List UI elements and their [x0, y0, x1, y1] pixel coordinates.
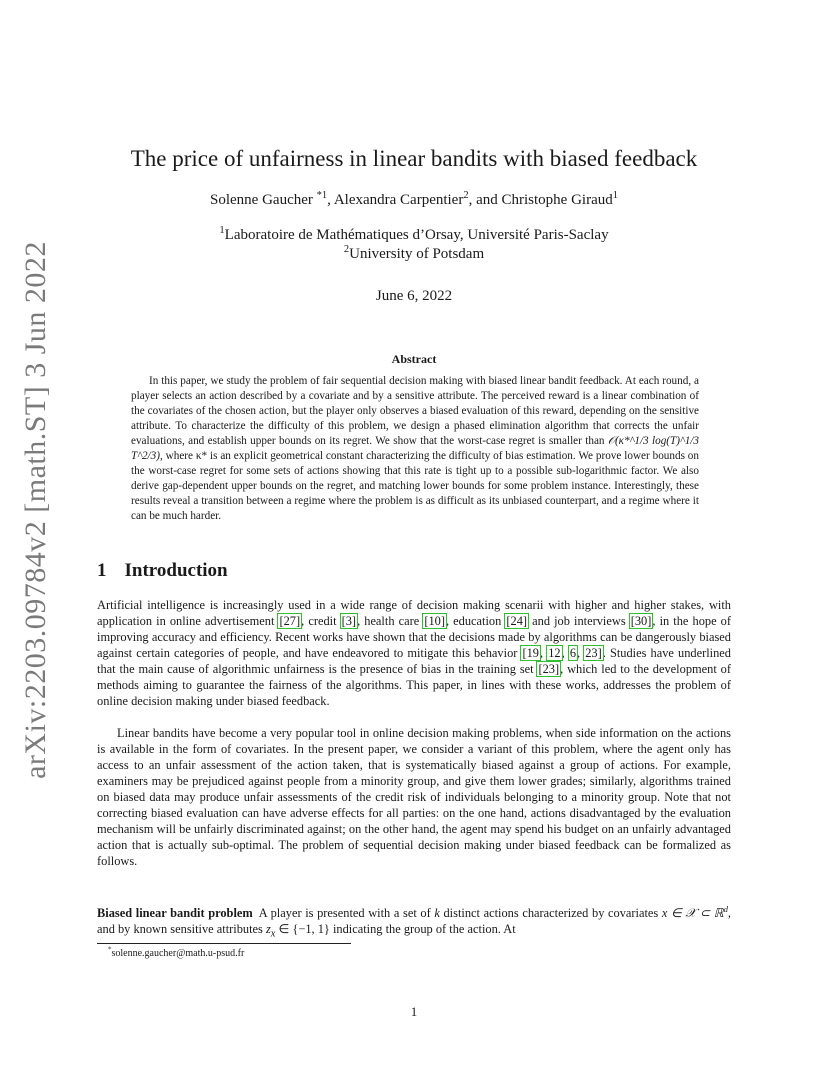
citation-link[interactable]: 6	[569, 646, 577, 660]
arxiv-identifier-stamp	[6, 241, 66, 779]
author-name: Solenne Gaucher	[210, 192, 317, 208]
citation-link[interactable]: [30]	[630, 614, 652, 628]
affiliation-line: $^2$University of Potsdam	[343, 244, 485, 262]
affiliations	[0, 226, 828, 264]
footnote-divider	[97, 943, 351, 944]
citation-link[interactable]: [23]	[538, 662, 560, 676]
citation-link[interactable]: [19	[522, 646, 540, 660]
citation-link[interactable]: 23]	[585, 646, 602, 660]
regret-bound-formula: 𝒪(κ*^1/3 log(T)^1/3 T^2/3)	[131, 435, 700, 462]
citation-link[interactable]: [3]	[341, 614, 357, 628]
section-title: Introduction	[124, 560, 228, 581]
citation-link[interactable]: 12	[548, 646, 561, 660]
problem-statement-paragraph: Biased linear bandit problem A player is presented with a set of k distinct actions characterized by covariates x ∈ 𝒳 ⊂ ℝ$^d$, and by known sensitive attributes $z_x$ ∈ {−1, 1} indicating the group of the action. At	[97, 903, 731, 940]
section-heading	[97, 560, 228, 582]
author-affiliation-mark: 1	[612, 190, 618, 201]
footnote: *solenne.gaucher@math.u-psud.fr	[108, 945, 245, 959]
paper-title: The price of unfairness in linear bandits with biased feedback	[130, 146, 698, 171]
paragraph-run-in-heading: Biased linear bandit problem	[97, 906, 253, 920]
intro-paragraph-2: Linear bandits have become a very popular tool in online decision making problems, when side information on the actions is available in the form of covariates. In the present paper, we consider a variant of this problem, where the agent only has access to an unfair assessment of the action taken, that is systematically biased against a group of actions. For example, examiners may be prejudiced against people from a minority group, and give them lower grades; similarly, algorithms trained on biased data may produce unfair assessments of the credit risk of individuals belonging to a minority group. Note that not correcting biased evaluation can have adverse effects for all parties: on the one hand, actions disadvantaged by the evaluation mechanism will be unfairly discriminated against; on the other hand, the agent may spend his budget on an unfairly advantaged action that is actually sub-optimal. The problem of sequential decision making under biased feedback can be formalized as follows.	[97, 726, 731, 868]
arxiv-identifier: arXiv:2203.09784v2 [math.ST] 3 Jun 2022	[19, 241, 52, 779]
page-number: 1	[410, 1004, 418, 1019]
citation-link[interactable]: [10]	[424, 614, 445, 628]
footnote-email: solenne.gaucher@math.u-psud.fr	[111, 948, 245, 959]
abstract-heading: Abstract	[391, 352, 437, 366]
author-name: , Alexandra Carpentier	[327, 192, 464, 208]
citation-link[interactable]: [27]	[279, 614, 301, 628]
author-affiliation-mark: *1	[316, 190, 328, 201]
author-affiliation-mark: 2	[463, 190, 469, 201]
abstract-body: In this paper, we study the problem of fair sequential decision making with biased linear bandit feedback. At each round, a player selects an action described by a covariate and by a sensitive attribute. The perceived reward is a linear combination of the covariates of the chosen action, but the player only observes a biased evaluation of this reward, depending on the sensitive attribute. To characterize the difficulty of this problem, we design a phased elimination algorithm that corrects the unfair evaluations, and establish upper bounds on its regret. We show that the worst-case regret is smaller than 𝒪(κ*^1/3 log(T)^1/3 T^2/3), where κ* is an explicit geometrical constant characterizing the difficulty of bias estimation. We prove lower bounds on the worst-case regret for some sets of actions showing that this rate is tight up to a possible sub-logarithmic factor. We also derive gap-dependent upper bounds on the regret, and matching lower bounds for some problem instance. Interestingly, these results reveal a transition between a regime where the problem is as difficult as its unbiased counterpart, and a regime where it can be much harder.	[131, 375, 700, 522]
publication-date: June 6, 2022	[375, 288, 453, 304]
citation-link[interactable]: [24]	[506, 614, 528, 628]
author-list	[0, 192, 828, 209]
section-number: 1	[97, 560, 107, 581]
author-name: , and Christophe Giraud	[468, 192, 613, 208]
intro-paragraph-1: Artificial intelligence is increasingly used in a wide range of decision making scenarii with higher and higher stakes, with application in online advertisement [27], credit [3], health care [10], education [24] and job interviews [30], in the hope of improving accuracy and efficiency. Recent works have shown that the decisions made by algorithms can be dangerously biased against certain categories of people, and have endeavored to mitigate this behavior [19, 12, 6, 23]. Studies have underlined that the main cause of algorithmic unfairness is the presence of bias in the training set [23], which led to the development of methods aiming to guarantee the fairness of the algorithms. This paper, in lines with these works, addresses the problem of online decision making under biased feedback.	[97, 598, 731, 708]
affiliation-line: $^1$Laboratoire de Mathématiques d’Orsay, Université Paris-Saclay	[219, 225, 609, 243]
